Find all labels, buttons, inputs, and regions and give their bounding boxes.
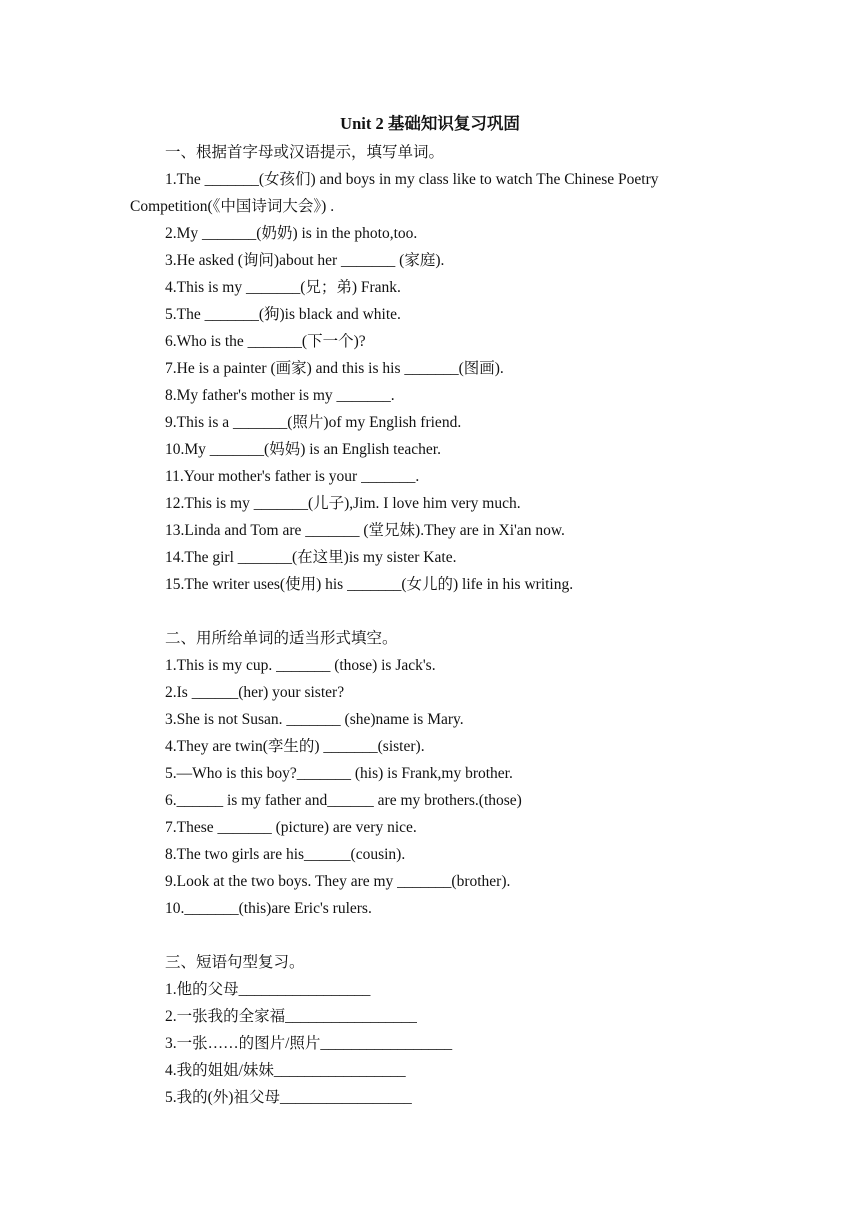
- s2-item-3: 3.She is not Susan. _______ (she)name is Mary.: [165, 711, 464, 728]
- s2-item-1: 1.This is my cup. _______ (those) is Jack's.: [165, 657, 436, 674]
- s3-item-1: 1.他的父母_________________: [165, 981, 371, 998]
- s2-item-2: 2.Is ______(her) your sister?: [165, 684, 345, 701]
- s1-item-14: 14.The girl _______(在这里)is my sister Kate.: [165, 549, 457, 566]
- s2-item-4: 4.They are twin(孪生的) _______(sister).: [165, 738, 425, 755]
- s1-item-15: 15.The writer uses(使用) his _______(女儿的) life in his writing.: [165, 576, 574, 593]
- s1-item-3: 3.He asked (询问)about her _______ (家庭).: [165, 252, 445, 269]
- s3-item-5: 5.我的(外)祖父母_________________: [165, 1089, 412, 1106]
- s1-item-10: 10.My _______(妈妈) is an English teacher.: [165, 441, 441, 458]
- s1-item-7: 7.He is a painter (画家) and this is his _______(图画).: [165, 360, 504, 377]
- s1-item-13: 13.Linda and Tom are _______ (堂兄妹).They are in Xi'an now.: [165, 522, 565, 539]
- s2-item-10: 10._______(this)are Eric's rulers.: [165, 900, 372, 917]
- s1-item-4: 4.This is my _______(兄；弟) Frank.: [165, 279, 401, 296]
- s2-item-9: 9.Look at the two boys. They are my _______(brother).: [165, 873, 511, 890]
- s1-item-12: 12.This is my _______(儿子),Jim. I love him very much.: [165, 495, 521, 512]
- s1-item-9: 9.This is a _______(照片)of my English friend.: [165, 414, 462, 431]
- s2-item-7: 7.These _______ (picture) are very nice.: [165, 819, 417, 836]
- section2-heading: 二、用所给单词的适当形式填空。: [165, 630, 398, 647]
- section1-heading: 一、根据首字母或汉语提示，填写单词。: [165, 144, 445, 161]
- s1-item-8: 8.My father's mother is my _______.: [165, 387, 395, 404]
- s1-item-5: 5.The _______(狗)is black and white.: [165, 306, 401, 323]
- s2-item-5: 5.—Who is this boy?_______ (his) is Frank,my brother.: [165, 765, 513, 782]
- s3-item-4: 4.我的姐姐/妹妹_________________: [165, 1062, 406, 1079]
- s2-item-6: 6.______ is my father and______ are my brothers.(those): [165, 792, 522, 809]
- section3-heading: 三、短语句型复习。: [165, 954, 305, 971]
- s1-item-1: 1.The _______(女孩们) and boys in my class like to watch The Chinese Poetry: [165, 171, 659, 188]
- s3-item-2: 2.一张我的全家福_________________: [165, 1008, 417, 1025]
- s1-item-2: 2.My _______(奶奶) is in the photo,too.: [165, 225, 418, 242]
- s1-item-11: 11.Your mother's father is your _______.: [165, 468, 420, 485]
- s1-item-1-cont: Competition(《中国诗词大会》) .: [130, 198, 335, 215]
- s1-item-6: 6.Who is the _______(下一个)?: [165, 333, 366, 350]
- document-title: Unit 2 基础知识复习巩固: [340, 114, 520, 133]
- s3-item-3: 3.一张……的图片/照片_________________: [165, 1035, 453, 1052]
- s2-item-8: 8.The two girls are his______(cousin).: [165, 846, 406, 863]
